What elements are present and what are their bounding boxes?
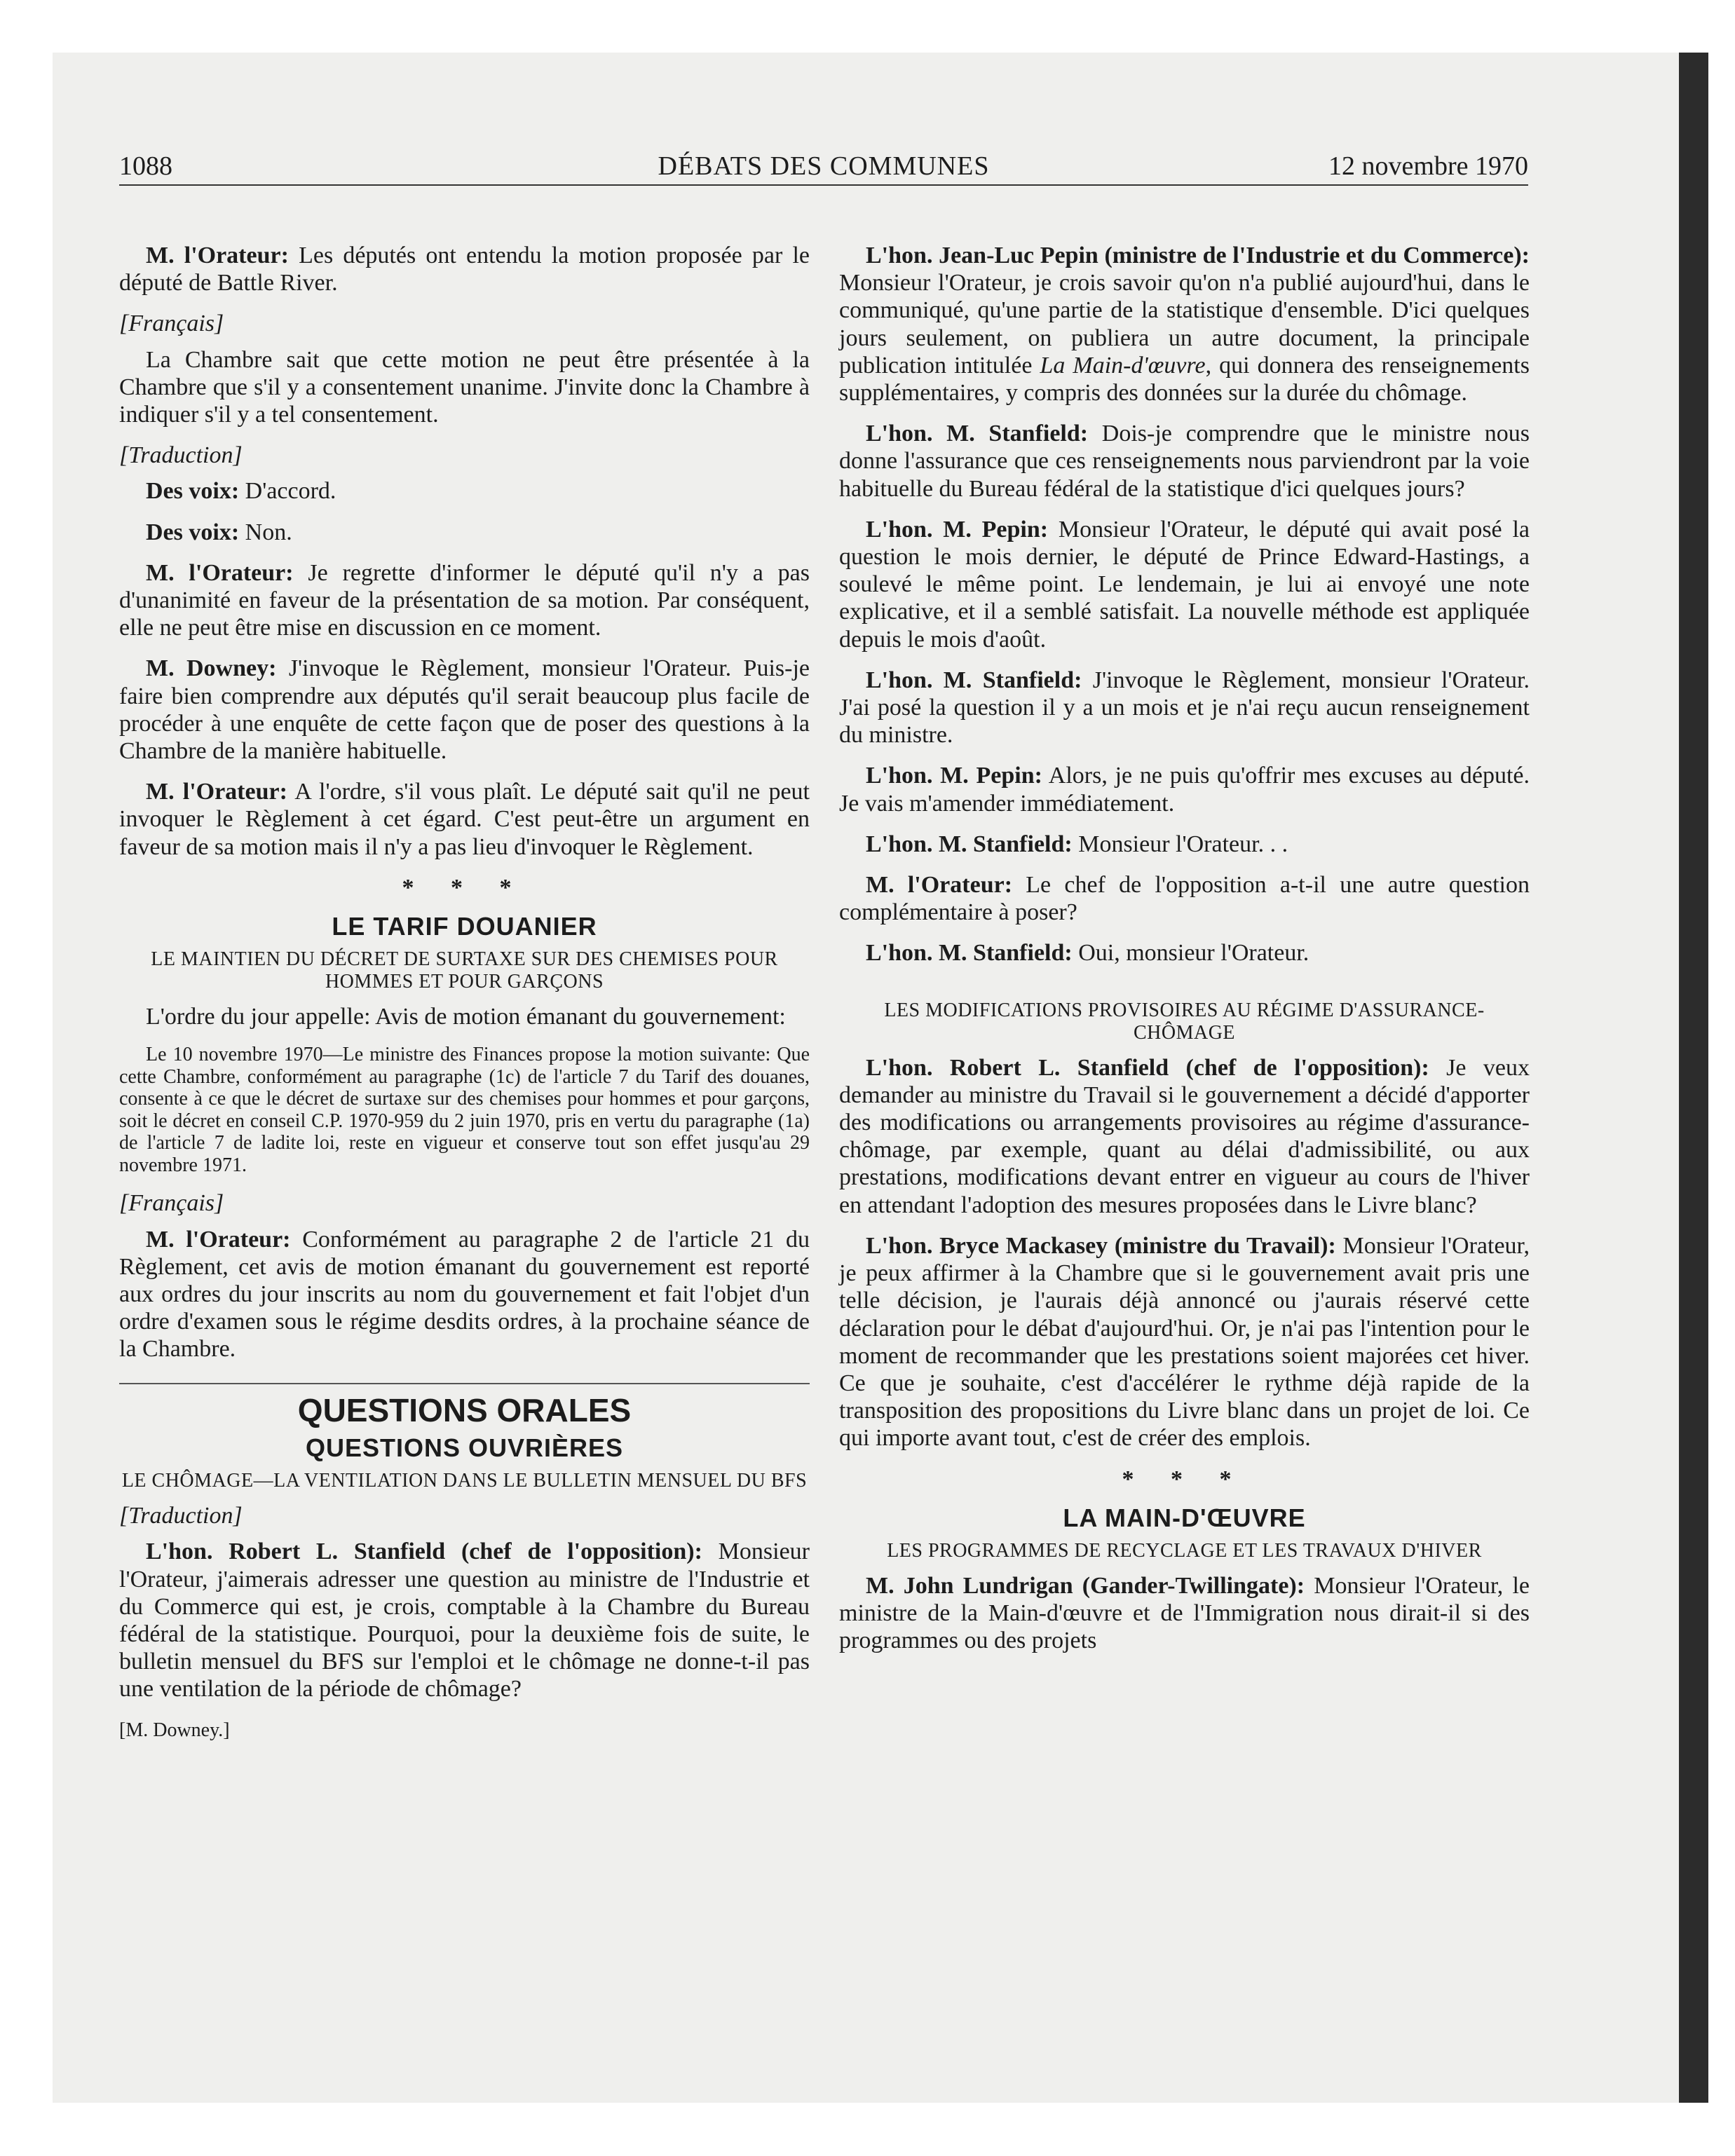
major-heading: QUESTIONS ORALES xyxy=(297,1391,632,1428)
paragraph xyxy=(119,778,810,861)
paragraph xyxy=(119,477,810,505)
speaker: L'hon. Jean-Luc Pepin (ministre de l'Industrie et du Commerce): xyxy=(866,243,1530,268)
speaker: L'hon. M. Pepin: xyxy=(866,763,1042,789)
speech: , qui donnera des renseignements supplémentaires, y compris des données sur la durée du chômage. xyxy=(839,352,1530,407)
speech: Alors, je ne puis qu'offrir mes excuses au député. Je vais m'amender immédiatement. xyxy=(839,763,1530,817)
speech: Conformément au paragraphe 2 de l'article 21 du Règlement, cet avis de motion émanant du gouvernement est reporté aux ordres du jour inscrits au nom du gouvernement et fait l'objet d'un ordre d'examen sous le régime desdits ordres, à la prochaine séance de la Chambre. xyxy=(119,1226,810,1363)
section-divider xyxy=(119,1383,810,1384)
language-tag: [Traduction] xyxy=(119,1503,243,1529)
publication-title: DÉBATS DES COMMUNES xyxy=(658,151,990,181)
speaker: L'hon. M. Pepin: xyxy=(866,516,1049,543)
subheading: LES PROGRAMMES DE RECYCLAGE ET LES TRAVAUX D'HIVER xyxy=(887,1539,1482,1562)
paragraph xyxy=(119,1538,810,1703)
left-column xyxy=(119,242,810,1744)
scan-edge-shadow xyxy=(1679,53,1708,2103)
page-footer-note: [M. Downey.] xyxy=(119,1719,230,1741)
section-separator: * * * xyxy=(402,874,527,901)
speech: Non. xyxy=(239,519,292,545)
speaker: L'hon. Robert L. Stanfield (chef de l'opposition): xyxy=(866,1054,1429,1081)
section-heading: LE TARIF DOUANIER xyxy=(332,912,597,941)
paragraph: La Chambre sait que cette motion ne peut être présentée à la Chambre que s'il y a consentement unanime. J'invite donc la Chambre à indiquer s'il y a tel consentement. xyxy=(119,346,810,428)
speech: Je veux demander au ministre du Travail si le gouvernement a décidé d'apporter des modifications ou arrangements provisoires au régime d'assurance-chômage, par exemple, quant au délai d'admissibilité, ou aux prestations, modifications devant entrer en vigueur au cours de l'hiver en attendant l'adoption des mesures proposées dans le Livre blanc? xyxy=(839,1054,1530,1218)
paragraph xyxy=(119,242,810,296)
paragraph xyxy=(839,420,1530,503)
scanned-page xyxy=(53,53,1682,2103)
page-number: 1088 xyxy=(119,151,172,181)
paragraph xyxy=(119,519,810,546)
paragraph xyxy=(839,1572,1530,1655)
speech: J'invoque le Règlement, monsieur l'Orateur. Puis-je faire bien comprendre aux députés qu'il serait beaucoup plus facile de procéder à une enquête de cette façon que de poser des questions à la Chambre de la manière habituelle. xyxy=(119,655,810,765)
speaker: M. l'Orateur: xyxy=(146,243,289,268)
motion-notice: Le 10 novembre 1970—Le ministre des Finances propose la motion suivante: Que cette Chambre, conformément au paragraphe (1c) de l'article 7 du Tarif des douanes, consente à ce que le décret de surtaxe sur des chemises pour hommes et pour garçons, soit le décret en conseil C.P. 1970-959 du 2 juin 1970, pris en vertu du paragraphe (1a) de l'article 7 de ladite loi, reste en vigueur et conserve tout son effet jusqu'au 29 novembre 1971. xyxy=(119,1044,810,1176)
speech: Monsieur l'Orateur, j'aimerais adresser une question au ministre de l'Industrie et du Commerce qui est, je crois, comptable à la Chambre du Bureau fédéral de la statistique. Pourquoi, pour la deuxième fois de suite, le bulletin mensuel du BFS sur l'emploi et le chômage ne donne-t-il pas une ventilation de la période de chômage? xyxy=(119,1538,810,1703)
speech: Monsieur l'Orateur, le ministre de la Main-d'œuvre et de l'Immigration nous dirait-il si des programmes ou des projets xyxy=(839,1572,1530,1654)
speaker: M. Downey: xyxy=(146,655,277,682)
language-tag: [Traduction] xyxy=(119,442,243,469)
paragraph xyxy=(839,667,1530,749)
issue-date: 12 novembre 1970 xyxy=(1328,151,1528,181)
speaker: L'hon. M. Stanfield: xyxy=(866,667,1082,693)
speaker: Des voix: xyxy=(146,478,240,505)
speaker: M. l'Orateur: xyxy=(146,779,287,805)
speech: Monsieur l'Orateur, je crois savoir qu'on n'a publié aujourd'hui, dans le communiqué, qu'une partie de la statistique d'ensemble. D'ici quelques jours seulement, on publiera un autre document, la principale publication intitulée xyxy=(839,270,1530,378)
page-header xyxy=(119,151,1528,186)
language-tag: [Français] xyxy=(119,311,224,337)
speaker: Des voix: xyxy=(146,519,240,545)
right-column xyxy=(839,242,1530,1668)
speech: Le chef de l'opposition a-t-il une autre question complémentaire à poser? xyxy=(839,872,1530,926)
language-tag: [Français] xyxy=(119,1190,224,1217)
speech: Dois-je comprendre que le ministre nous donne l'assurance que ces renseignements nous parviendront par la voie habituelle du Bureau fédéral de la statistique d'ici quelques jours? xyxy=(839,421,1530,502)
speech: Monsieur l'Orateur, je peux affirmer à la Chambre que si le gouvernement avait pris une telle décision, je l'aurais déjà annoncé ou j'aurais réservé cette déclaration pour le débat d'aujourd'hui. Or, je n'ai pas l'intention pour le moment de recommander que les prestations soient majorées cet hiver. Ce que je souhaite, c'est d'accélérer le rythme déjà rapide de la transposition des propositions du Livre blanc dans un projet de loi. Ce qui importe avant tout, c'est de créer des emplois. xyxy=(839,1232,1530,1452)
paragraph xyxy=(119,1226,810,1363)
speaker: M. John Lundrigan (Gander-Twillingate): xyxy=(866,1572,1305,1599)
paragraph: L'ordre du jour appelle: Avis de motion émanant du gouvernement: xyxy=(146,1004,786,1030)
subheading: LE MAINTIEN DU DÉCRET DE SURTAXE SUR DES CHEMISES POUR HOMMES ET POUR GARÇONS xyxy=(151,948,778,993)
speaker: L'hon. M. Stanfield: xyxy=(866,940,1073,967)
subheading: LES MODIFICATIONS PROVISOIRES AU RÉGIME D'ASSURANCE-CHÔMAGE xyxy=(884,999,1485,1044)
paragraph xyxy=(839,939,1530,967)
paragraph xyxy=(839,762,1530,817)
publication-name: La Main-d'œuvre xyxy=(1040,352,1206,378)
speech: Monsieur l'Orateur. . . xyxy=(1072,831,1288,857)
paragraph xyxy=(119,559,810,642)
speaker: L'hon. M. Stanfield: xyxy=(866,421,1089,447)
section-heading: QUESTIONS OUVRIÈRES xyxy=(305,1433,624,1462)
speech: Je regrette d'informer le député qu'il n'y a pas d'unanimité en faveur de la présentation de sa motion. Par conséquent, elle ne peut être mise en discussion en ce moment. xyxy=(119,559,810,641)
speaker: L'hon. Robert L. Stanfield (chef de l'opposition): xyxy=(146,1538,702,1565)
subheading: LE CHÔMAGE—LA VENTILATION DANS LE BULLETIN MENSUEL DU BFS xyxy=(121,1470,808,1492)
speech: J'invoque le Règlement, monsieur l'Orateur. J'ai posé la question il y a un mois et je n'ai reçu aucun renseignement du ministre. xyxy=(839,667,1530,749)
speaker: M. l'Orateur: xyxy=(146,1226,291,1253)
section-heading: LA MAIN-D'ŒUVRE xyxy=(1063,1503,1306,1532)
speech: D'accord. xyxy=(239,478,336,505)
paragraph xyxy=(839,242,1530,407)
speech: A l'ordre, s'il vous plaît. Le député sait qu'il ne peut invoquer le Règlement à cet égard. C'est peut-être un argument en faveur de sa motion mais il n'y a pas lieu d'invoquer le Règlement. xyxy=(119,779,810,860)
paragraph xyxy=(839,871,1530,926)
paragraph xyxy=(839,1232,1530,1452)
paragraph xyxy=(119,655,810,765)
speech: Monsieur l'Orateur, le député qui avait posé la question le mois dernier, le député de Prince Edward-Hastings, a soulevé le même point. Le lendemain, je lui ai envoyé une note explicative, et il a semblé satisfait. La nouvelle méthode est appliquée depuis le mois d'août. xyxy=(839,516,1530,653)
section-separator: * * * xyxy=(1122,1466,1247,1492)
speaker: L'hon. Bryce Mackasey (ministre du Travail): xyxy=(866,1232,1336,1259)
paragraph xyxy=(839,516,1530,653)
paragraph xyxy=(839,831,1530,858)
speaker: M. l'Orateur: xyxy=(146,559,294,586)
speaker: M. l'Orateur: xyxy=(866,872,1013,899)
speech: Oui, monsieur l'Orateur. xyxy=(1072,940,1309,967)
paragraph xyxy=(839,1054,1530,1219)
speaker: L'hon. M. Stanfield: xyxy=(866,831,1073,857)
speech: Les députés ont entendu la motion proposée par le député de Battle River. xyxy=(119,243,810,296)
